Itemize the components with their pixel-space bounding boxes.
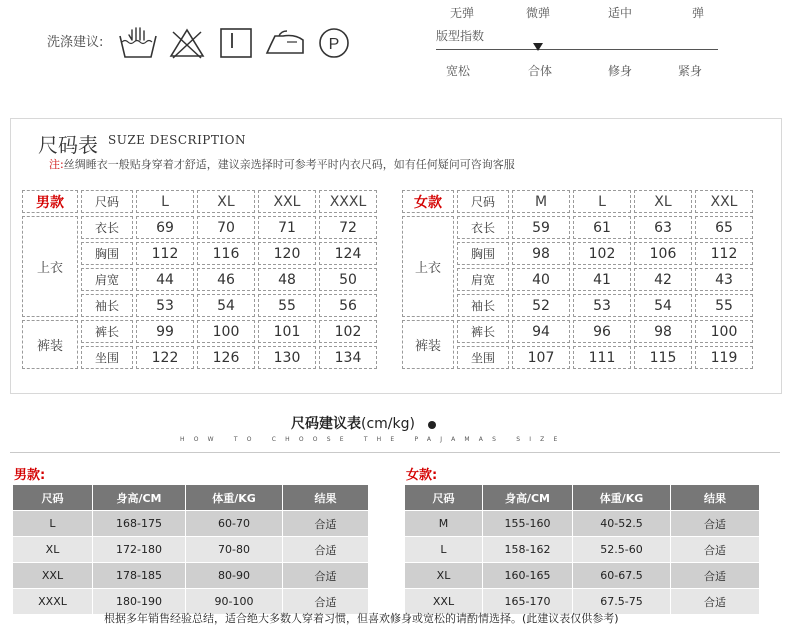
cell: 61 bbox=[573, 216, 631, 239]
table-row bbox=[402, 320, 753, 343]
cell: XXL bbox=[405, 589, 483, 615]
tumble-dry-icon bbox=[216, 26, 256, 60]
recommend-title bbox=[291, 413, 415, 433]
cell: 106 bbox=[634, 242, 692, 265]
row-label: 衣长 bbox=[81, 216, 133, 239]
group-label: 上衣 bbox=[22, 216, 78, 317]
cell: 112 bbox=[695, 242, 753, 265]
table-row bbox=[13, 511, 369, 537]
cell: 120 bbox=[258, 242, 316, 265]
group-label: 上衣 bbox=[402, 216, 454, 317]
cell: 72 bbox=[319, 216, 377, 239]
size-table-title: 尺码表 bbox=[38, 133, 98, 157]
cell: 46 bbox=[197, 268, 255, 291]
cell: 53 bbox=[573, 294, 631, 317]
size-col: XL bbox=[634, 190, 692, 213]
table-header-row bbox=[13, 485, 369, 511]
women-size-table bbox=[399, 187, 756, 372]
cell: 60-67.5 bbox=[573, 563, 671, 589]
cell: 122 bbox=[136, 346, 194, 369]
row-label: 肩宽 bbox=[81, 268, 133, 291]
cell: 40-52.5 bbox=[573, 511, 671, 537]
col-header: 身高/CM bbox=[93, 485, 186, 511]
row-label: 裤长 bbox=[457, 320, 509, 343]
men-recommend-label: 男款: bbox=[14, 468, 46, 483]
group-label: 裤装 bbox=[402, 320, 454, 369]
table-row bbox=[405, 537, 760, 563]
fit-label: 修身 bbox=[608, 64, 633, 78]
table-row bbox=[13, 537, 369, 563]
cell: 43 bbox=[695, 268, 753, 291]
cell: 合适 bbox=[283, 511, 369, 537]
cell: 111 bbox=[573, 346, 631, 369]
table-row bbox=[402, 242, 753, 265]
size-col: XXXL bbox=[319, 190, 377, 213]
cell: 101 bbox=[258, 320, 316, 343]
cell: M bbox=[405, 511, 483, 537]
table-row bbox=[405, 511, 760, 537]
table-row bbox=[402, 216, 753, 239]
men-header: 男款 bbox=[22, 190, 78, 213]
cell: 42 bbox=[634, 268, 692, 291]
recommend-unit: (cm/kg) bbox=[361, 416, 415, 432]
cell: 50 bbox=[319, 268, 377, 291]
men-size-table bbox=[19, 187, 380, 372]
men-recommend-table bbox=[12, 484, 369, 615]
cell: 48 bbox=[258, 268, 316, 291]
col-header: 尺码 bbox=[405, 485, 483, 511]
row-label: 裤长 bbox=[81, 320, 133, 343]
fit-index bbox=[430, 0, 730, 90]
note-prefix: 注: bbox=[49, 158, 64, 171]
cell: 60-70 bbox=[186, 511, 283, 537]
fit-index-line bbox=[436, 49, 718, 50]
col-header: 体重/KG bbox=[573, 485, 671, 511]
row-label: 袖长 bbox=[81, 294, 133, 317]
cell: 67.5-75 bbox=[573, 589, 671, 615]
row-label: 袖长 bbox=[457, 294, 509, 317]
row-label: 衣长 bbox=[457, 216, 509, 239]
women-header: 女款 bbox=[402, 190, 454, 213]
row-label: 坐围 bbox=[81, 346, 133, 369]
low-iron-icon bbox=[265, 26, 305, 60]
dry-clean-letter: P bbox=[328, 36, 340, 53]
table-row bbox=[405, 563, 760, 589]
cell: 168-175 bbox=[93, 511, 186, 537]
cell: 158-162 bbox=[483, 537, 573, 563]
cell: 55 bbox=[695, 294, 753, 317]
cell: 52.5-60 bbox=[573, 537, 671, 563]
cell: 56 bbox=[319, 294, 377, 317]
cell: 71 bbox=[258, 216, 316, 239]
cell: 52 bbox=[512, 294, 570, 317]
size-col: L bbox=[573, 190, 631, 213]
cell: 54 bbox=[197, 294, 255, 317]
cell: 102 bbox=[319, 320, 377, 343]
table-row bbox=[22, 216, 377, 239]
col-header: 身高/CM bbox=[483, 485, 573, 511]
cell: 98 bbox=[634, 320, 692, 343]
cell: 100 bbox=[197, 320, 255, 343]
group-label: 裤装 bbox=[22, 320, 78, 369]
cell: 124 bbox=[319, 242, 377, 265]
elastic-top-label: 适中 bbox=[608, 6, 633, 20]
cell: 99 bbox=[136, 320, 194, 343]
cell: XXL bbox=[13, 563, 93, 589]
cell: 80-90 bbox=[186, 563, 283, 589]
cell: 合适 bbox=[671, 511, 760, 537]
dry-clean-p-icon bbox=[314, 26, 354, 60]
cell: 合适 bbox=[671, 537, 760, 563]
row-label: 坐围 bbox=[457, 346, 509, 369]
wash-label: 洗涤建议: bbox=[47, 35, 104, 50]
col-header: 结果 bbox=[671, 485, 760, 511]
cell: 合适 bbox=[283, 589, 369, 615]
table-row bbox=[402, 294, 753, 317]
cell: 70 bbox=[197, 216, 255, 239]
table-header-row bbox=[22, 190, 377, 213]
fit-index-label: 版型指数 bbox=[436, 29, 485, 43]
size-col: XXL bbox=[695, 190, 753, 213]
women-recommend-table bbox=[404, 484, 760, 615]
table-row bbox=[22, 320, 377, 343]
cell: XXXL bbox=[13, 589, 93, 615]
bullet-icon bbox=[428, 421, 436, 429]
cell: XL bbox=[13, 537, 93, 563]
cell: XL bbox=[405, 563, 483, 589]
cell: 116 bbox=[197, 242, 255, 265]
hand-wash-icon bbox=[118, 26, 158, 60]
cell: 96 bbox=[573, 320, 631, 343]
size-table-subtitle: SUZE DESCRIPTION bbox=[108, 133, 246, 147]
elastic-top-label: 无弹 bbox=[450, 6, 475, 20]
cell: 44 bbox=[136, 268, 194, 291]
size-col: L bbox=[136, 190, 194, 213]
size-col: XXL bbox=[258, 190, 316, 213]
cell: 126 bbox=[197, 346, 255, 369]
divider bbox=[10, 452, 780, 453]
cell: 54 bbox=[634, 294, 692, 317]
cell: 94 bbox=[512, 320, 570, 343]
cell: 134 bbox=[319, 346, 377, 369]
table-row bbox=[13, 563, 369, 589]
cell: 119 bbox=[695, 346, 753, 369]
table-row bbox=[402, 268, 753, 291]
cell: 180-190 bbox=[93, 589, 186, 615]
size-col: XL bbox=[197, 190, 255, 213]
elastic-top-label: 弹 bbox=[692, 6, 705, 20]
col-header: 体重/KG bbox=[186, 485, 283, 511]
cell: 合适 bbox=[671, 589, 760, 615]
cell: 65 bbox=[695, 216, 753, 239]
fit-label: 宽松 bbox=[446, 64, 471, 78]
size-table-note bbox=[49, 156, 515, 172]
elastic-top-label: 微弹 bbox=[526, 6, 551, 20]
table-header-row bbox=[402, 190, 753, 213]
cell: 102 bbox=[573, 242, 631, 265]
note-text: 丝绸睡衣一般贴身穿着才舒适，建议亲选择时可参考平时内衣尺码，如有任何疑问可咨询客服 bbox=[63, 158, 515, 171]
fit-label: 紧身 bbox=[678, 64, 703, 78]
bottom-note: 根据多年销售经验总结，适合绝大多数人穿着习惯，但喜欢修身或宽松的请酌情选择。(此建议表仅供参考) bbox=[104, 612, 619, 625]
recommend-subtitle: HOW TO CHOOSE THE PAJAMAS SIZE bbox=[180, 436, 567, 443]
cell: 155-160 bbox=[483, 511, 573, 537]
fit-label: 合体 bbox=[528, 64, 553, 78]
fit-index-marker-icon bbox=[533, 43, 543, 51]
cell: 70-80 bbox=[186, 537, 283, 563]
size-label: 尺码 bbox=[81, 190, 133, 213]
cell: 90-100 bbox=[186, 589, 283, 615]
cell: 130 bbox=[258, 346, 316, 369]
cell: 41 bbox=[573, 268, 631, 291]
cell: 53 bbox=[136, 294, 194, 317]
women-recommend-label: 女款: bbox=[406, 468, 438, 483]
cell: 178-185 bbox=[93, 563, 186, 589]
size-col: M bbox=[512, 190, 570, 213]
row-label: 胸围 bbox=[457, 242, 509, 265]
size-label: 尺码 bbox=[457, 190, 509, 213]
table-row bbox=[402, 346, 753, 369]
cell: 160-165 bbox=[483, 563, 573, 589]
cell: L bbox=[13, 511, 93, 537]
row-label: 胸围 bbox=[81, 242, 133, 265]
col-header: 尺码 bbox=[13, 485, 93, 511]
cell: 63 bbox=[634, 216, 692, 239]
cell: 59 bbox=[512, 216, 570, 239]
cell: 115 bbox=[634, 346, 692, 369]
cell: 98 bbox=[512, 242, 570, 265]
recommend-title-text: 尺码建议表 bbox=[291, 416, 361, 432]
cell: 172-180 bbox=[93, 537, 186, 563]
no-bleach-icon bbox=[167, 26, 207, 60]
table-header-row bbox=[405, 485, 760, 511]
cell: L bbox=[405, 537, 483, 563]
cell: 107 bbox=[512, 346, 570, 369]
cell: 55 bbox=[258, 294, 316, 317]
wash-icons bbox=[118, 26, 354, 60]
row-label: 肩宽 bbox=[457, 268, 509, 291]
cell: 合适 bbox=[283, 537, 369, 563]
cell: 40 bbox=[512, 268, 570, 291]
cell: 112 bbox=[136, 242, 194, 265]
cell: 69 bbox=[136, 216, 194, 239]
col-header: 结果 bbox=[283, 485, 369, 511]
cell: 合适 bbox=[671, 563, 760, 589]
cell: 165-170 bbox=[483, 589, 573, 615]
cell: 100 bbox=[695, 320, 753, 343]
cell: 合适 bbox=[283, 563, 369, 589]
